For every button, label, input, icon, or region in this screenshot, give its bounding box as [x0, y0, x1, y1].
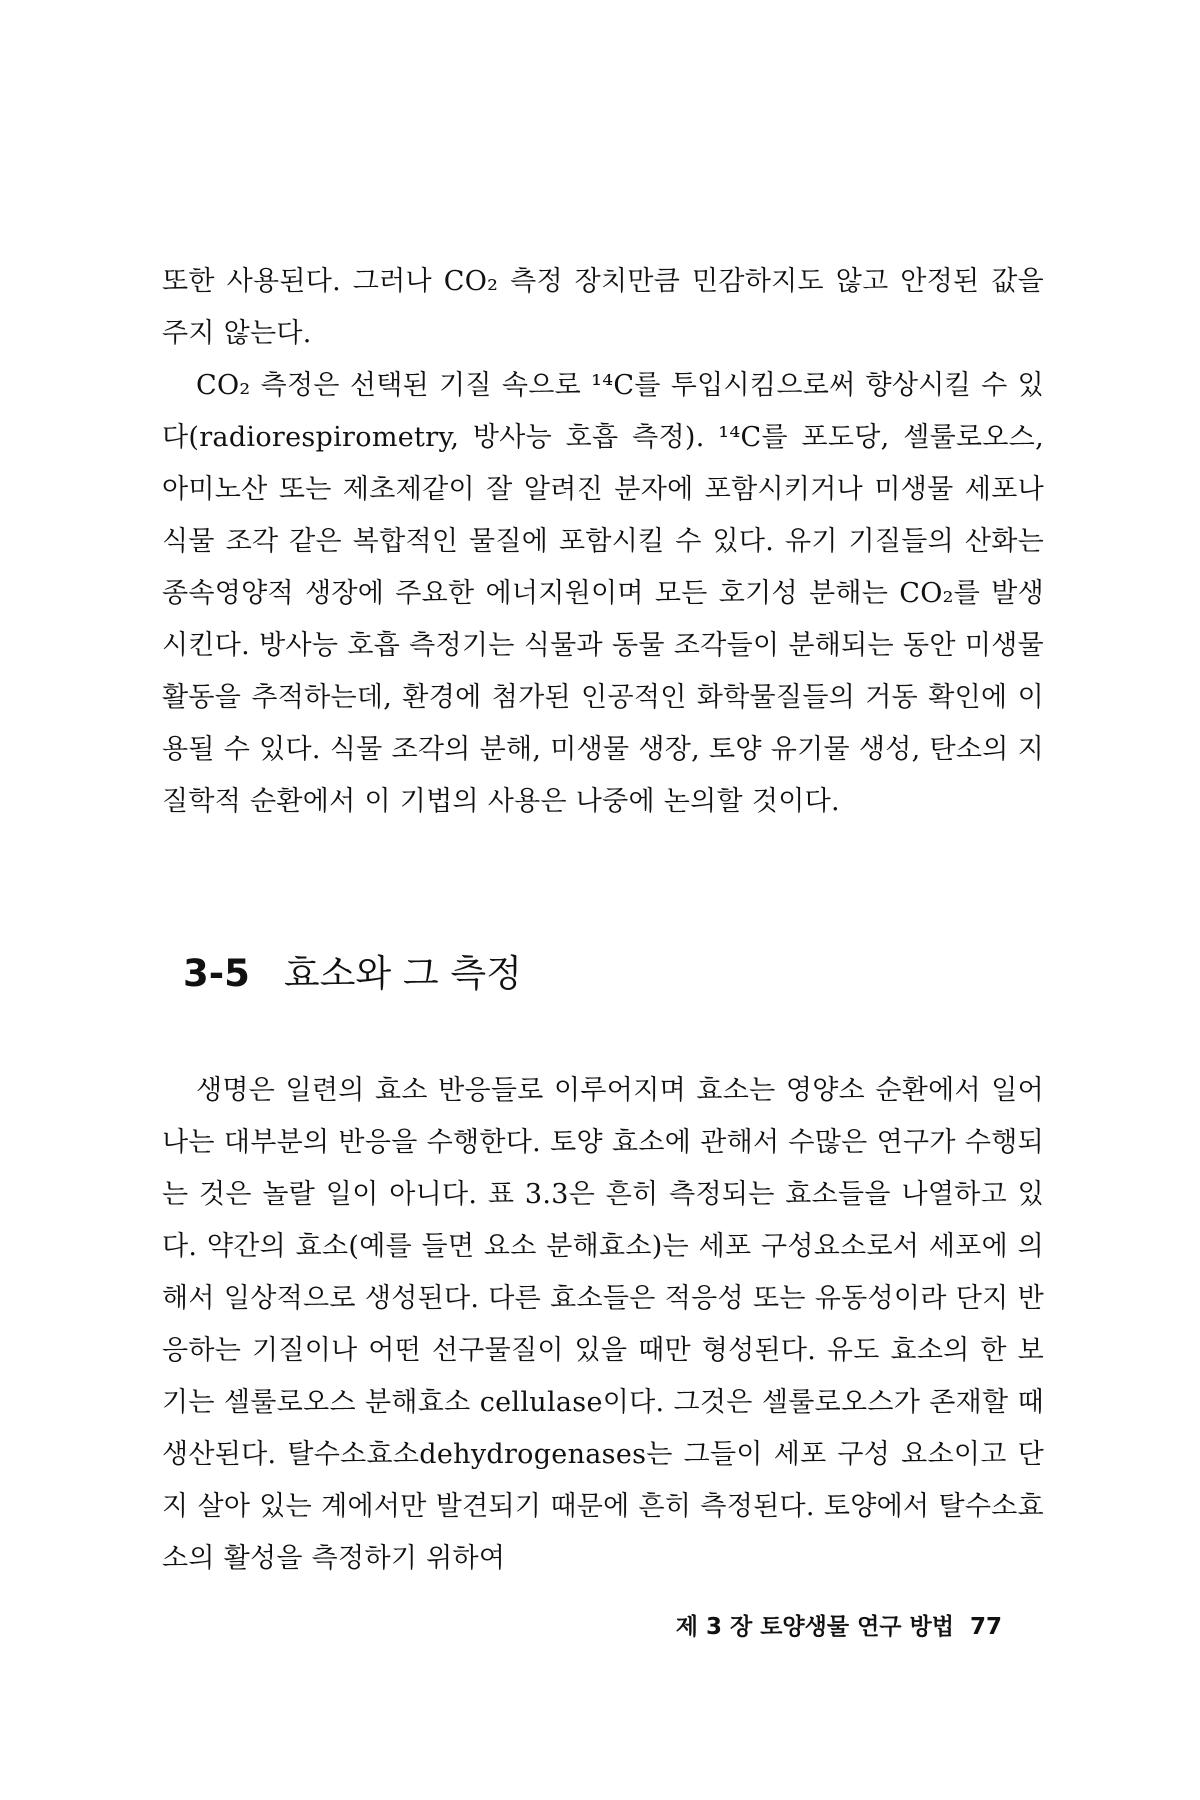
paragraph-radiorespirometry: CO₂ 측정은 선택된 기질 속으로 ¹⁴C를 투입시킴으로써 향상시킬 수 있다(radiorespirometry, 방사능 호흡 측정). ¹⁴C를 포도당, 셀룰로오스, 아미노산 또는 제초제같이 잘 알려진 분자에 포함시키거나 미생물 세포나 식물 조각 같은 복합적인 물질에 포함시킬 수 있다. 유기 기질들의 산화는 종속영양적 생장에 주요한 에너지원이며 모든 호기성 분해는 CO₂를 발생시킨다. 방사능 호흡 측정기는 식물과 동물 조각들이 분해되는 동안 미생물 활동을 추적하는데, 환경에 첨가된 인공적인 화학물질들의 거동 확인에 이용될 수 있다. 식물 조각의 분해, 미생물 생장, 토양 유기물 생성, 탄소의 지질학적 순환에서 이 기법의 사용은 나중에 논의할 것이다.	[162, 370, 1044, 817]
section-heading	[183, 950, 522, 998]
paragraph-continuation: 또한 사용된다. 그러나 CO₂ 측정 장치만큼 민감하지도 않고 안정된 값을 주지 않는다.	[162, 266, 1044, 349]
page-number: 77	[969, 1614, 1002, 1640]
bottom-text-block	[162, 1065, 1044, 1585]
top-text-block	[162, 256, 1044, 828]
running-footer	[676, 1612, 1002, 1642]
section-title: 효소와 그 측정	[283, 952, 522, 995]
paragraph-enzymes: 생명은 일련의 효소 반응들로 이루어지며 효소는 영양소 순환에서 일어나는 대부분의 반응을 수행한다. 토양 효소에 관해서 수많은 연구가 수행되는 것은 놀랄 일이 아니다. 표 3.3은 흔히 측정되는 효소들을 나열하고 있다. 약간의 효소(예를 들면 요소 분해효소)는 세포 구성요소로서 세포에 의해서 일상적으로 생성된다. 다른 효소들은 적응성 또는 유동성이라 단지 반응하는 기질이나 어떤 선구물질이 있을 때만 형성된다. 유도 효소의 한 보기는 셀룰로오스 분해효소 cellulase이다. 그것은 셀룰로오스가 존재할 때 생산된다. 탈수소효소dehydrogenases는 그들이 세포 구성 요소이고 단지 살아 있는 계에서만 발견되기 때문에 흔히 측정된다. 토양에서 탈수소효소의 활성을 측정하기 위하여	[162, 1075, 1044, 1574]
footer-chapter: 제 3 장 토양생물 연구 방법	[675, 1614, 954, 1640]
section-number: 3-5	[183, 952, 250, 995]
